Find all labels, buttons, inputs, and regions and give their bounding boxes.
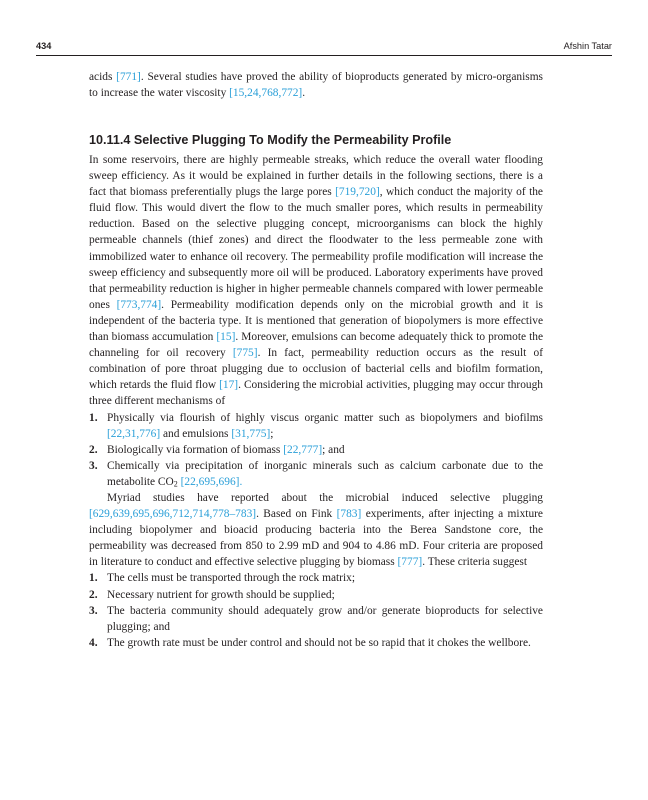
running-header (36, 41, 612, 55)
citation-link[interactable]: [775] (232, 347, 258, 360)
page-number: 434 (36, 41, 52, 51)
section-heading (89, 132, 543, 148)
section-title: 10.11.4 Selective Plugging To Modify the Permeability Profile (89, 133, 452, 147)
body-column (89, 152, 543, 651)
paragraph-studies: Myriad studies have reported about the microbial induced selective plugging [629,639,695,696,712,714,778–783]. Based on Fink [783] experiments, after injecting a mixture including biopolymer and bioacid producing bacteria into the Berea Sandstone core, the permeability was decreased from 850 to 2.99 mD and 904 to 4.86 mD. Four criteria are proposed in literature to conduct and effective selective plugging by biomass [777]. These criteria suggest (89, 491, 543, 569)
citation-link[interactable]: [17] (219, 379, 239, 392)
citation-link[interactable]: [773,774] (116, 298, 162, 311)
citation-link[interactable]: [783] (336, 508, 362, 521)
citation-link[interactable]: [777] (397, 556, 423, 569)
list-item: 2. Biologically via formation of biomass [22,777]; and (89, 443, 345, 456)
citation-link[interactable]: [771] (116, 71, 141, 83)
list-item: 1. Physically via flourish of highly viscus organic matter such as biopolymers and biofilms [22,31,776] and emulsions [31,775]; (89, 411, 543, 440)
citation-link[interactable]: [15,24,768,772] (229, 87, 303, 100)
citation-link[interactable]: [719,720] (335, 186, 380, 199)
list-item: 2. Necessary nutrient for growth should be supplied; (89, 588, 335, 601)
list-item: 3. The bacteria community should adequately grow and/or generate bioproducts for selective plugging; and (89, 604, 543, 633)
intro-paragraph: acids [771]. Several studies have proved the ability of bioproducts generated by micro-organisms to increase the water viscosity [15,24,768,772]. (89, 71, 543, 100)
citation-link[interactable]: [22,695,696] (180, 475, 240, 488)
running-author: Afshin Tatar (563, 41, 612, 51)
citation-link[interactable]: [31,775] (231, 427, 271, 440)
citation-link[interactable]: [629,639,695,696,712,714,778–783] (89, 508, 257, 521)
list-item: 4. The growth rate must be under control and should not be so rapid that it chokes the wellbore. (89, 636, 531, 649)
citation-link[interactable]: [22,777] (283, 443, 323, 456)
citation-link[interactable]: [22,31,776] (107, 427, 161, 440)
paragraph-selective-plugging: In some reservoirs, there are highly permeable streaks, which reduce the overall water flooding sweep efficiency. As it would be explained in further details in the following sections, there is a fact that biomass preferentially plugs the large pores [719,720], which conduct the majority of the fluid flow. This would divert the flow to the much smaller pores, which results in permeability reduction. Based on the selective plugging concept, microorganisms can block the highly permeable channels (thief zones) and direct the floodwater to the less permeable zone with immobilized water to enhance oil recovery. The permeability profile modification will increase the sweep efficiency and subsequently more oil will be produced. Laboratory experiments have proved that permeability reduction is higher in higher permeable channels compared with lower permeable ones [773,774]. Permeability modification depends only on the microbial growth and it is independent of the bacteria type. It is mentioned that generation of biopolymers is more effective than biomass accumulation [15]. Moreover, emulsions can become adequately thick to promote the channeling for oil recovery [775]. In fact, permeability reduction occurs as the result of combination of pore throat plugging due to occlusion of bacterial cells and biofilm formation, which retards the fluid flow [17]. Considering the microbial activities, plugging may occur through three different mechanisms of (89, 154, 544, 408)
list-item: 1. The cells must be transported through the rock matrix; (89, 572, 355, 585)
list-item: 3. Chemically via precipitation of inorganic minerals such as calcium carbonate due to the metabolite $CO_2$ [22,695,696]. (89, 459, 543, 489)
citation-link[interactable]: [15] (216, 331, 236, 344)
header-rule (36, 55, 612, 56)
